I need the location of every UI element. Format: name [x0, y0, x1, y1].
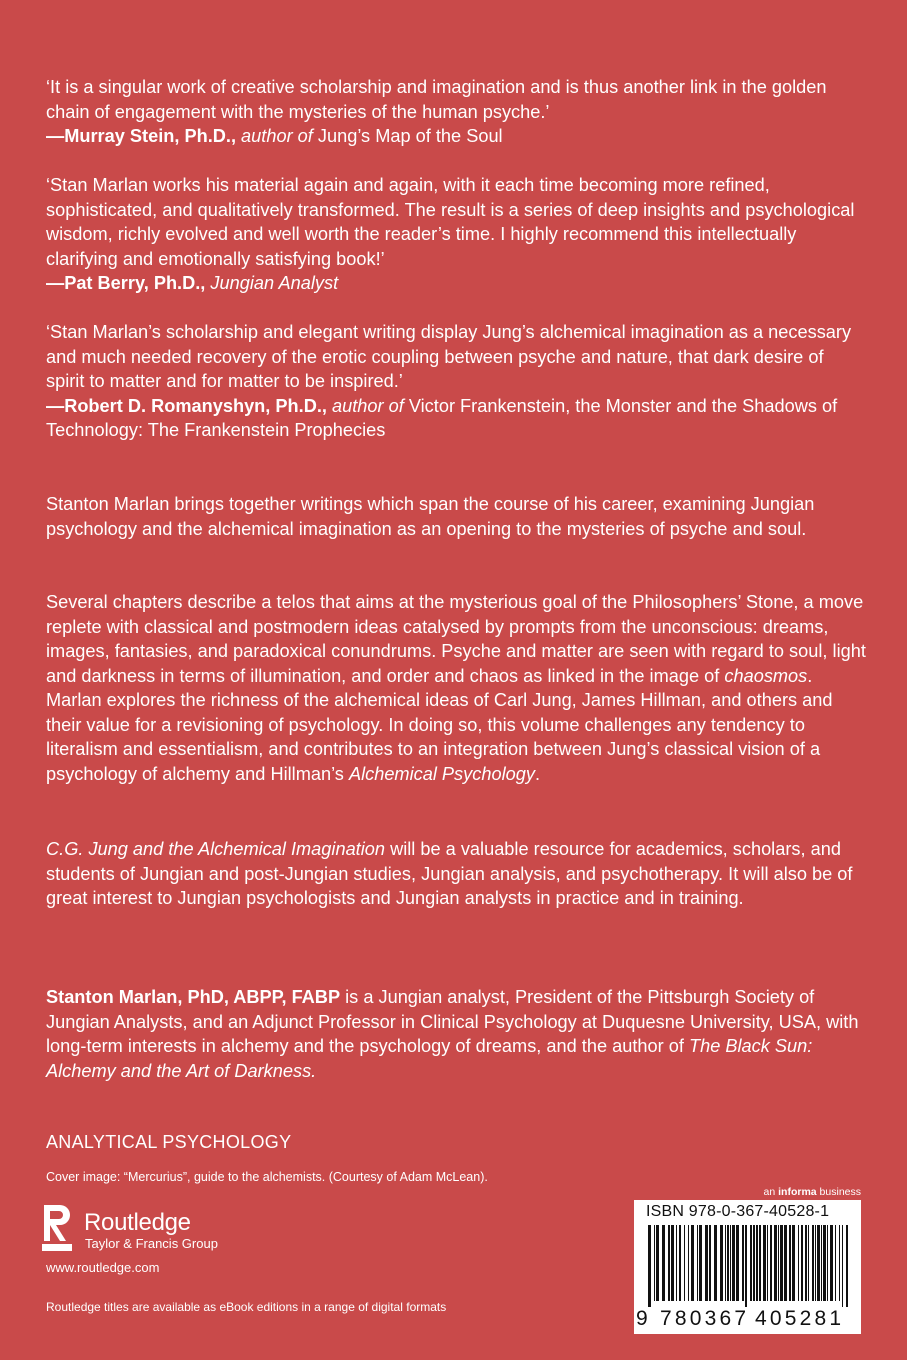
barcode-bar [759, 1225, 761, 1301]
barcode-bar [679, 1225, 681, 1301]
barcode-bar [654, 1225, 655, 1301]
barcode-bar [784, 1225, 787, 1301]
barcode-bar [705, 1225, 708, 1301]
description-paragraph-2 [46, 590, 866, 786]
barcode-bar [767, 1225, 768, 1301]
barcode-bar [792, 1225, 795, 1301]
barcode-bar [778, 1225, 779, 1301]
barcode-bar [684, 1225, 685, 1301]
informa-business-tagline [764, 1186, 861, 1198]
isbn-barcode-panel [634, 1200, 861, 1334]
barcode-bar [756, 1225, 758, 1301]
barcode-bar [812, 1225, 814, 1301]
endorsement-quote-2 [46, 173, 866, 296]
barcode-bar [770, 1225, 772, 1301]
barcode-bar [789, 1225, 791, 1301]
quote-book-title: Victor Frankenstein, the Monster and the Shadows of Technology: The Frankenstein Prophecies [46, 395, 838, 440]
barcode-bar [714, 1225, 717, 1301]
quote-author: —Murray Stein, Ph.D., [46, 126, 236, 146]
publisher-name: Routledge [84, 1209, 191, 1236]
barcode-bar [736, 1225, 739, 1301]
barcode-bar [817, 1225, 820, 1301]
author-name: Stanton Marlan, PhD, ABPP, FABP [46, 987, 341, 1007]
barcode-bar [763, 1225, 766, 1301]
quote-role: Jungian Analyst [205, 273, 339, 293]
quote-role-prefix: author of [326, 395, 409, 416]
routledge-mark-icon [40, 1203, 74, 1253]
barcode-bar [821, 1225, 822, 1301]
book-title: C.G. Jung and the Alchemical Imagination [46, 839, 386, 859]
barcode-bar [842, 1225, 843, 1307]
barcode-bar [823, 1225, 826, 1301]
barcode-bar [801, 1225, 803, 1301]
informa-word: informa [778, 1186, 817, 1198]
barcode-bar [742, 1225, 744, 1301]
barcode-bar [688, 1225, 689, 1301]
quote-text: ‘Stan Marlan works his material again and again, with it each time becoming more refined, sophisticated, and qualitatively transformed. The result is a series of deep insights and psychological wisdom, richly evolved and well worth the reader’s time. I highly recommend this intellectually clarifying and emotionally satisfying book!’ [46, 175, 855, 269]
quote-role-prefix: author of [236, 126, 318, 146]
publisher-group: Taylor & Francis Group [85, 1236, 218, 1251]
barcode-bar [691, 1225, 694, 1301]
barcode-bar [732, 1225, 735, 1301]
barcode-bar [815, 1225, 816, 1301]
informa-suffix: business [816, 1186, 861, 1198]
paragraph-end: . [534, 763, 540, 784]
barcode-bar [709, 1225, 711, 1301]
barcode-bar [676, 1225, 677, 1301]
barcode-icon [648, 1225, 848, 1307]
routledge-logo [40, 1203, 260, 1255]
bio-text: is a Jungian analyst, President of the Pittsburgh Society of Jungian Analysts, and an Adjunct Professor in Clinical Psychology at Duquesne University, USA, with long-term interests in alchemy and the psychology of dreams, and the author of [46, 987, 859, 1056]
endorsement-quote-1 [46, 75, 866, 149]
quote-text: ‘Stan Marlan’s scholarship and elegant writing display Jung’s alchemical imagination as a necessary and much needed recovery of the erotic coupling between psyche and nature, that dark desire of spirit to matter and for matter to be inspired.’ [46, 322, 852, 391]
barcode-bar [745, 1225, 747, 1307]
quote-book-title: Jung’s Map of the Soul [317, 126, 503, 146]
quote-author: —Pat Berry, Ph.D., [46, 273, 206, 293]
barcode-bar [753, 1225, 755, 1301]
barcode-bar [846, 1225, 848, 1307]
quote-author: —Robert D. Romanyshyn, Ph.D., [46, 395, 327, 416]
barcode-lead-digit: 9 [636, 1307, 651, 1330]
informa-prefix: an [763, 1186, 779, 1198]
barcode-bar [830, 1225, 833, 1301]
endorsement-quote-3 [46, 320, 866, 443]
author-bio [46, 985, 866, 1083]
barcode-bar [699, 1225, 702, 1301]
barcode-bar [750, 1225, 752, 1301]
barcode-bar [725, 1225, 726, 1301]
barcode-left-digits: 780367 [660, 1307, 750, 1330]
emphasis-chaosmos: chaosmos [724, 665, 808, 686]
isbn-label: ISBN 978-0-367-40528-1 [646, 1203, 830, 1220]
barcode-bar [774, 1225, 777, 1301]
barcode-bar [656, 1225, 659, 1301]
publisher-url[interactable]: www.routledge.com [46, 1260, 160, 1275]
description-paragraph-3 [46, 837, 866, 911]
cover-image-credit: Cover image: “Mercurius”, guide to the alchemists. (Courtesy of Adam McLean). [46, 1170, 488, 1184]
quote-text: ‘It is a singular work of creative scholarship and imagination and is thus another link in the golden chain of engagement with the mysteries of the human psyche.’ [46, 77, 827, 122]
barcode-bar [662, 1225, 665, 1301]
barcode-bar [839, 1225, 840, 1301]
barcode-bar [805, 1225, 807, 1301]
paragraph-text: . Marlan explores the richness of the alchemical ideas of Carl Jung, James Hillman, and others and their value for a revisioning of psychology. In doing so, this volume challenges any tendency to literalism and essentialism, and contributes to an integration between Jung’s classical vision of a psychology of alchemy and Hillman’s [46, 665, 833, 784]
barcode-bar [780, 1225, 783, 1301]
author-book-title: The Black Sun: Alchemy and the Art of Darkness. [46, 1036, 813, 1081]
barcode-bar [835, 1225, 836, 1301]
barcode-bar [730, 1225, 731, 1301]
barcode-bar [668, 1225, 670, 1301]
barcode-bar [827, 1225, 828, 1301]
barcode-bar [798, 1225, 799, 1301]
paragraph-text: will be a valuable resource for academics, scholars, and students of Jungian and post-Jungian studies, Jungian analysis, and psychotherapy. It will also be of great interest to Jungian psychologists and Jungian analysts in practice and in training. [46, 839, 853, 908]
subject-category: ANALYTICAL PSYCHOLOGY [46, 1132, 292, 1152]
barcode-bar [808, 1225, 809, 1301]
description-paragraph-1: Stanton Marlan brings together writings which span the course of his career, examining Jungian psychology and the alchemical imagination as an opening to the mysteries of psyche and soul. [46, 494, 815, 539]
barcode-right-digits: 405281 [755, 1307, 845, 1330]
book-title: Alchemical Psychology [348, 763, 535, 784]
barcode-bar [720, 1225, 723, 1301]
barcode-bar [671, 1225, 674, 1301]
barcode-bar [727, 1225, 729, 1301]
barcode-bar [648, 1225, 651, 1307]
paragraph-text: Several chapters describe a telos that aims at the mysterious goal of the Philosophers’ Stone, a move replete with classical and postmodern ideas catalysed by prompts from the unconscious: dreams, images, fantasies, and paradoxical conundrums. Psyche and matter are seen with regard to soul, light and darkness in terms of illumination, and order and chaos as linked in the image of [46, 592, 866, 686]
ebook-note: Routledge titles are available as eBook editions in a range of digital formats [46, 1300, 447, 1314]
barcode-bar [697, 1225, 698, 1301]
